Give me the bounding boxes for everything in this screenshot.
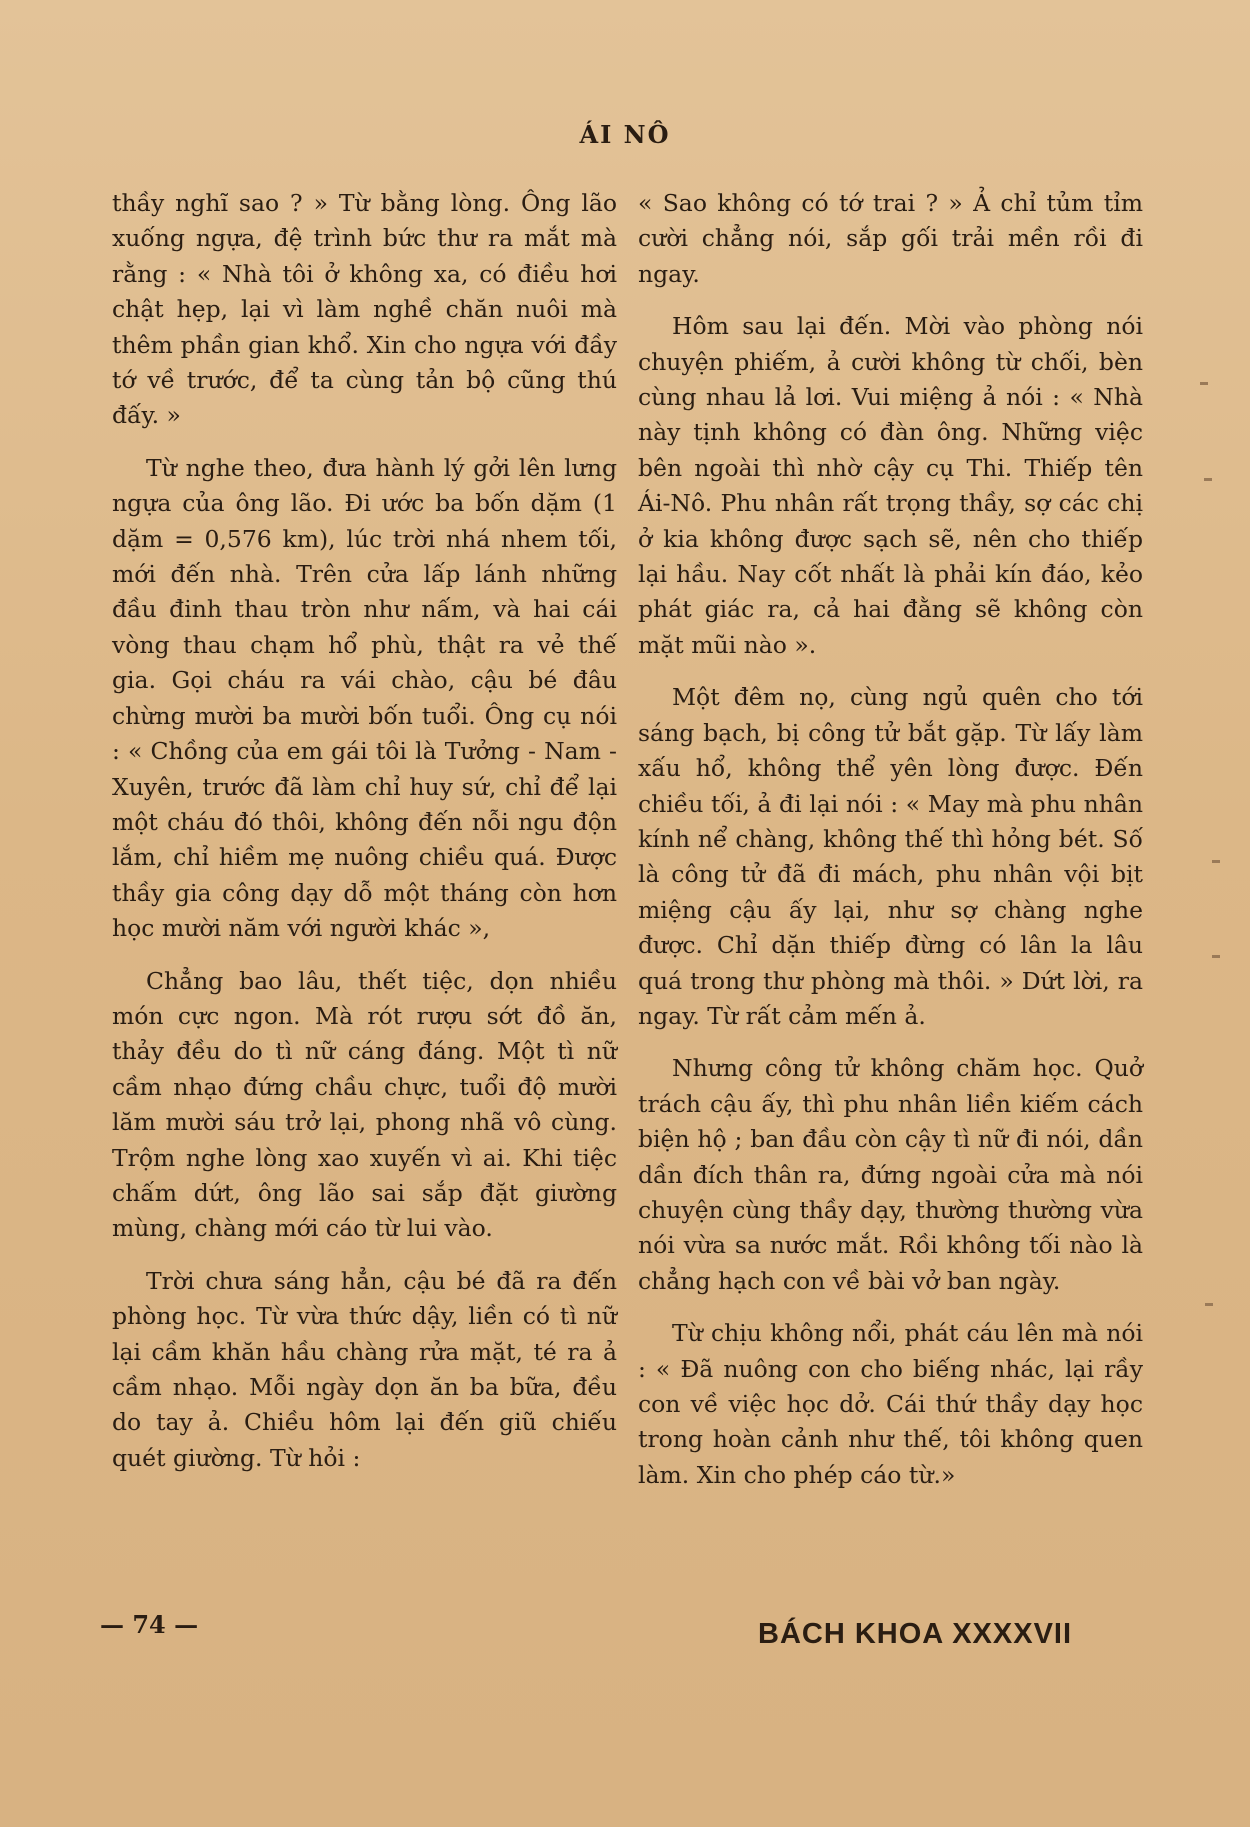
right-column [638,186,1143,1510]
edge-mark [1212,860,1220,863]
left-column [112,186,617,1493]
edge-mark [1200,382,1208,385]
paragraph: thầy nghĩ sao ? » Từ bằng lòng. Ông lão xuống ngựa, đệ trình bức thư ra mắt mà rằng : « Nhà tôi ở không xa, có điều hơi chật hẹp, lại vì làm nghề chăn nuôi mà thêm phần gian khổ. Xin cho ngựa với đầy tớ về trước, để ta cùng tản bộ cũng thú đấy. » [112,189,617,430]
paragraph: Một đêm nọ, cùng ngủ quên cho tới sáng bạch, bị công tử bắt gặp. Từ lấy làm xấu hổ, không thể yên lòng được. Đến chiều tối, ả đi lại nói : « May mà phu nhân kính nể chàng, không thế thì hỏng bét. Số là công tử đã đi mách, phu nhân vội bịt miệng cậu ấy lại, như sợ chàng nghe được. Chỉ dặn thiếp đừng có lân la lâu quá trong thư phòng mà thôi. » Dứt lời, ra ngay. Từ rất cảm mến ả. [638,683,1143,1030]
page-number: — 74 — [100,1610,199,1639]
edge-mark [1212,955,1220,958]
paragraph: « Sao không có tớ trai ? » Ả chỉ tủm tỉm cười chẳng nói, sắp gối trải mền rồi đi ngay. [638,189,1143,288]
page-title: ÁI NÔ [579,120,671,149]
edge-mark [1205,1303,1213,1306]
edge-mark [1204,478,1212,481]
magazine-name: BÁCH KHOA XXXXVII [758,1618,1073,1650]
paragraph: Trời chưa sáng hẳn, cậu bé đã ra đến phòng học. Từ vừa thức dậy, liền có tì nữ lại cầm khăn hầu chàng rửa mặt, té ra ả cầm nhạo. Mỗi ngày dọn ăn ba bữa, đều do tay ả. Chiều hôm lại đến giũ chiếu quét giường. Từ hỏi : [112,1266,617,1472]
paragraph: Hôm sau lại đến. Mời vào phòng nói chuyện phiếm, ả cười không từ chối, bèn cùng nhau lả lơi. Vui miệng ả nói : « Nhà này tịnh không có đàn ông. Những việc bên ngoài thì nhờ cậy cụ Thi. Thiếp tên Ái-Nô. Phu nhân rất trọng thầy, sợ các chị ở kia không được sạch sẽ, nên cho thiếp lại hầu. Nay cốt nhất là phải kín đáo, kẻo phát giác ra, cả hai đằng sẽ không còn mặt mũi nào ». [638,312,1143,659]
paragraph: Từ chịu không nổi, phát cáu lên mà nói : « Đã nuông con cho biếng nhác, lại rầy con về việc học dở. Cái thứ thầy dạy học trong hoàn cảnh như thế, tôi không quen làm. Xin cho phép cáo từ.» [638,1319,1143,1489]
paragraph: Nhưng công tử không chăm học. Quở trách cậu ấy, thì phu nhân liền kiếm cách biện hộ ; ban đầu còn cậy tì nữ đi nói, dần dần đích thân ra, đứng ngoài cửa mà nói chuyện cùng thầy dạy, thường thường vừa nói vừa sa nước mắt. Rồi không tối nào là chẳng hạch con về bài vở ban ngày. [638,1054,1143,1295]
paragraph: Chẳng bao lâu, thết tiệc, dọn nhiều món cực ngon. Mà rót rượu sớt đồ ăn, thảy đều do tì nữ cáng đáng. Một tì nữ cầm nhạo đứng chầu chực, tuổi độ mười lăm mười sáu trở lại, phong nhã vô cùng. Trộm nghe lòng xao xuyến vì ai. Khi tiệc chấm dứt, ông lão sai sắp đặt giường mùng, chàng mới cáo từ lui vào. [112,966,617,1243]
paragraph: Từ nghe theo, đưa hành lý gởi lên lưng ngựa của ông lão. Đi ước ba bốn dặm (1 dặm = 0,576 km), lúc trời nhá nhem tối, mới đến nhà. Trên cửa lấp lánh những đầu đinh thau tròn như nấm, và hai cái vòng thau chạm hổ phù, thật ra vẻ thế gia. Gọi cháu ra vái chào, cậu bé đâu chừng mười ba mười bốn tuổi. Ông cụ nói : « Chồng của em gái tôi là Tưởng - Nam - Xuyên, trước đã làm chỉ huy sứ, chỉ để lại một cháu đó thôi, không đến nỗi ngu độn lắm, chỉ hiềm mẹ nuông chiều quá. Được thầy gia công dạy dỗ một tháng còn hơn học mười năm với người khác », [112,453,617,943]
